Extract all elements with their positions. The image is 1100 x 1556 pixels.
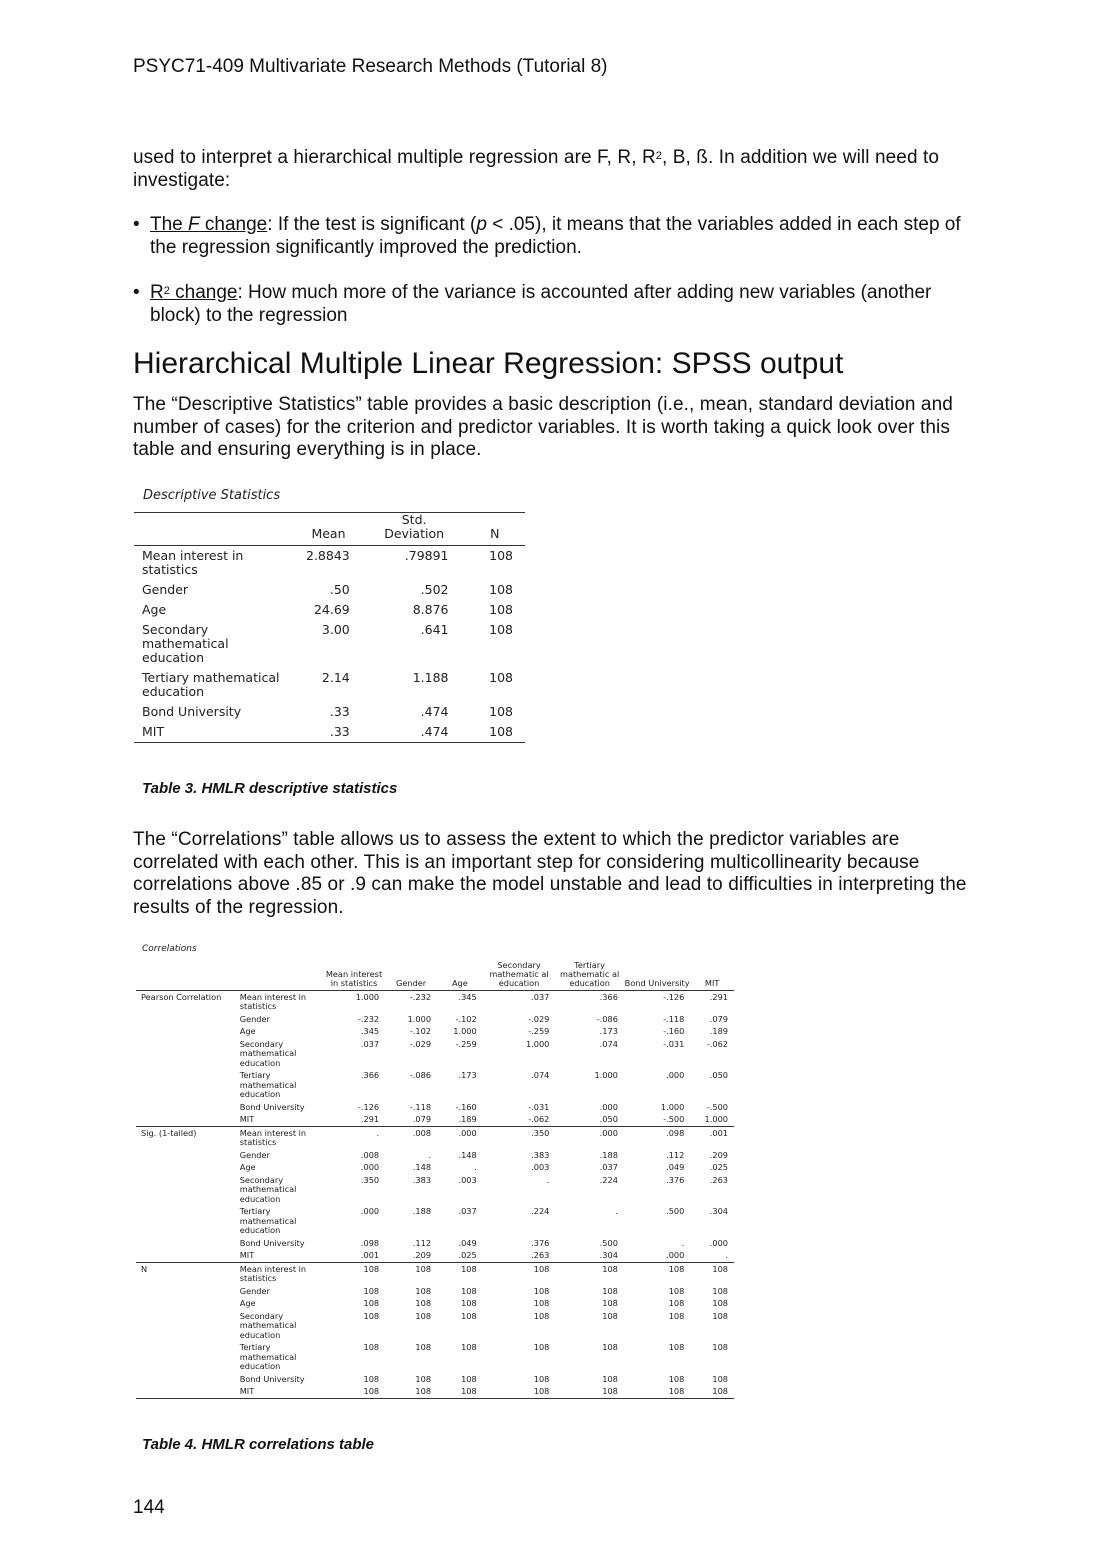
page-number: 144	[133, 1497, 165, 1518]
variable-label: MIT	[142, 724, 165, 739]
corr-value: 108	[363, 1342, 380, 1352]
corr-value: .079	[412, 1114, 432, 1124]
corr-value: .189	[709, 1026, 728, 1036]
header-cell: Gender	[396, 978, 427, 988]
variable-label: Age	[142, 602, 167, 617]
corr-value: .383	[412, 1174, 432, 1185]
corr-value: .000	[360, 1162, 380, 1172]
corr-value: .148	[458, 1149, 477, 1160]
variable-label: MIT	[239, 1114, 255, 1124]
corr-value: .291	[360, 1114, 380, 1124]
descriptive-statistics-table	[134, 512, 525, 743]
variable-label: Tertiary mathematical education	[142, 670, 280, 699]
group-label	[136, 1285, 238, 1298]
stat-value: 108	[489, 548, 513, 563]
header-cell: Secondary mathematic al education	[489, 960, 549, 988]
corr-value: .291	[690, 991, 734, 1014]
corr-value: .	[725, 1250, 728, 1260]
corr-value: 108	[323, 1386, 385, 1399]
corr-value: .350	[360, 1174, 380, 1185]
header-cell	[134, 513, 293, 546]
variable-label: Gender	[142, 582, 189, 597]
corr-value: .304	[599, 1250, 618, 1260]
corr-value: 108	[602, 1310, 618, 1321]
corr-value: 1.000	[704, 1114, 728, 1124]
corr-value: .098	[624, 1127, 690, 1150]
corr-value: -.102	[455, 1013, 477, 1024]
corr-value: -.232	[385, 991, 437, 1014]
section-heading: Hierarchical Multiple Linear Regression: SPSS output	[133, 347, 844, 380]
variable-label: Age	[239, 1162, 256, 1172]
corr-value: 108	[602, 1342, 618, 1352]
correlations-table-title: Correlations	[142, 944, 197, 954]
corr-value: 108	[624, 1386, 690, 1399]
corr-value: -.500	[663, 1114, 685, 1124]
corr-value: 108	[668, 1285, 685, 1296]
variable-label: MIT	[239, 1250, 255, 1260]
variable-label: Mean interest in statistics	[238, 1263, 323, 1286]
corr-value: 108	[461, 1342, 477, 1352]
corr-value: .	[546, 1174, 550, 1185]
stat-value: 3.00	[321, 622, 350, 637]
stat-value: 108	[489, 704, 513, 719]
corr-value: 108	[712, 1310, 728, 1321]
corr-value: 108	[602, 1285, 618, 1296]
corr-value: 108	[415, 1310, 432, 1321]
header-cell: Bond University	[624, 978, 690, 988]
corr-value: .079	[709, 1013, 728, 1024]
corr-value: 108	[415, 1285, 432, 1296]
descriptive-paragraph: The “Descriptive Statistics” table provides a basic description (i.e., mean, standard deviation and number of cases) for the criterion and predictor variables. It is worth taking a quick look over this table and ensuring everything is in place.	[133, 394, 953, 460]
corr-value: .209	[412, 1250, 432, 1260]
corr-value: 108	[415, 1373, 432, 1384]
stat-value: .79891	[404, 548, 449, 563]
corr-value: -.126	[624, 991, 690, 1014]
variable-label: Mean interest in statistics	[238, 991, 323, 1014]
corr-value: .350	[483, 1127, 556, 1150]
descriptive-row	[134, 668, 525, 702]
corr-value: -.160	[455, 1101, 477, 1112]
table-3-caption: Table 3. HMLR descriptive statistics	[142, 780, 398, 797]
correlations-row	[136, 1298, 734, 1311]
stat-value: .502	[420, 582, 449, 597]
group-label	[136, 1237, 238, 1250]
corr-value: .050	[709, 1070, 728, 1080]
corr-value: -.029	[528, 1013, 550, 1024]
corr-value: .224	[531, 1206, 550, 1216]
group-label: Sig. (1-tailed)	[136, 1127, 238, 1150]
corr-value: 108	[363, 1285, 380, 1296]
variable-label: Mean interest in statistics	[142, 548, 244, 577]
descriptive-row	[134, 600, 525, 620]
variable-label: Gender	[239, 1149, 270, 1160]
header-cell: Std. Deviation	[384, 512, 445, 541]
corr-value: 108	[668, 1310, 685, 1321]
term-f-change: The F change	[150, 214, 268, 235]
corr-value: .189	[458, 1114, 477, 1124]
variable-label: Age	[239, 1298, 256, 1308]
correlations-row	[136, 1070, 734, 1102]
corr-value: 108	[461, 1373, 477, 1384]
correlations-row	[136, 1013, 734, 1026]
corr-value: 108	[690, 1386, 734, 1399]
corr-value: -.086	[596, 1013, 618, 1024]
corr-value: .000	[360, 1206, 380, 1216]
corr-value: 108	[668, 1298, 685, 1308]
variable-label: Secondary mathematical education	[239, 1038, 297, 1068]
corr-value: -.029	[409, 1038, 432, 1049]
corr-value: .037	[458, 1206, 477, 1216]
corr-value: .025	[709, 1162, 728, 1172]
variable-label: Tertiary mathematical education	[239, 1206, 297, 1235]
corr-value: 108	[533, 1342, 550, 1352]
stat-value: 2.8843	[306, 548, 350, 563]
corr-value: 1.000	[323, 991, 385, 1014]
corr-value: -.031	[528, 1101, 550, 1112]
correlations-row	[136, 1127, 734, 1150]
bullet-dot: •	[133, 282, 140, 303]
header-cell: Mean interest in statistics	[325, 969, 383, 988]
corr-value: .173	[458, 1070, 477, 1080]
corr-value: -.102	[409, 1026, 432, 1036]
correlations-row	[136, 1174, 734, 1206]
variable-label: Age	[239, 1026, 256, 1036]
corr-value: 108	[690, 1263, 734, 1286]
corr-value: 1.000	[525, 1038, 550, 1049]
correlations-row	[136, 1263, 734, 1286]
stat-value: 108	[489, 602, 513, 617]
corr-value: .049	[458, 1237, 477, 1248]
corr-value: 1.000	[660, 1101, 685, 1112]
group-label	[136, 1298, 238, 1311]
variable-label: Tertiary mathematical education	[239, 1342, 297, 1371]
corr-value: .263	[709, 1174, 728, 1185]
stat-value: .33	[329, 724, 350, 739]
corr-value: .188	[599, 1149, 618, 1160]
corr-value: .209	[709, 1149, 728, 1160]
corr-value: .025	[458, 1250, 477, 1260]
corr-value: 108	[533, 1373, 550, 1384]
corr-value: .263	[531, 1250, 550, 1260]
corr-value: .383	[531, 1149, 550, 1160]
corr-value: 108	[533, 1285, 550, 1296]
header-cell: Tertiary mathematic al education	[559, 960, 620, 988]
corr-value: 108	[363, 1298, 380, 1308]
corr-value: 108	[363, 1310, 380, 1321]
descriptive-row	[134, 546, 525, 581]
correlations-row	[136, 1237, 734, 1250]
corr-value: .001	[360, 1250, 380, 1260]
corr-value: 108	[602, 1298, 618, 1308]
corr-value: 108	[668, 1342, 685, 1352]
corr-value: .345	[360, 1026, 380, 1036]
header-cell: Age	[451, 978, 468, 988]
correlations-row	[136, 1285, 734, 1298]
group-label	[136, 1386, 238, 1399]
correlations-row	[136, 991, 734, 1014]
corr-value: -.031	[663, 1038, 685, 1049]
corr-value: .074	[599, 1038, 618, 1049]
stat-value: .474	[420, 724, 449, 739]
corr-value: .008	[360, 1149, 380, 1160]
corr-value: .148	[412, 1162, 432, 1172]
stat-value: .641	[420, 622, 449, 637]
term-r2-change: $R^2$ change	[150, 282, 238, 303]
corr-value: 108	[323, 1263, 385, 1286]
variable-label: Bond University	[239, 1101, 305, 1112]
header-cell: MIT	[704, 978, 720, 988]
corr-value: .000	[709, 1237, 728, 1248]
corr-value: .	[474, 1162, 477, 1172]
corr-value: .112	[412, 1237, 432, 1248]
correlations-row	[136, 1101, 734, 1114]
corr-value: .224	[599, 1174, 618, 1185]
variable-label: Secondary mathematical education	[239, 1310, 297, 1340]
corr-value: .500	[599, 1237, 618, 1248]
group-label	[136, 1101, 238, 1114]
corr-value: 108	[415, 1342, 432, 1352]
group-label	[136, 1026, 238, 1039]
corr-value: .003	[531, 1162, 550, 1172]
corr-value: 108	[483, 1263, 556, 1286]
bullet-r2-change: • $R^2$ change: How much more of the variance is accounted after adding new variables (another block) to the regression	[133, 282, 932, 326]
corr-value: -.118	[409, 1101, 432, 1112]
corr-value: .	[681, 1237, 685, 1248]
corr-value: -.126	[357, 1101, 380, 1112]
variable-label: Gender	[239, 1285, 270, 1296]
variable-label: Bond University	[142, 704, 242, 719]
stat-value: .33	[329, 704, 350, 719]
corr-value: 108	[602, 1373, 618, 1384]
corr-value: .003	[458, 1174, 477, 1185]
corr-value: 108	[555, 1386, 624, 1399]
corr-value: .112	[666, 1149, 685, 1160]
corr-value: 108	[461, 1298, 477, 1308]
corr-value: 108	[533, 1310, 550, 1321]
correlations-row	[136, 1026, 734, 1039]
stat-value: .474	[420, 704, 449, 719]
corr-value: .037	[599, 1162, 618, 1172]
corr-value: 108	[437, 1386, 483, 1399]
corr-value: 108	[712, 1373, 728, 1384]
corr-value: -.062	[528, 1114, 550, 1124]
corr-value: .000	[437, 1127, 483, 1150]
corr-value: .000	[666, 1250, 685, 1260]
corr-value: 108	[483, 1386, 556, 1399]
stat-value: 108	[489, 622, 513, 637]
corr-value: .	[323, 1127, 385, 1150]
stat-value: 8.876	[412, 602, 449, 617]
corr-value: 1.000	[594, 1070, 618, 1080]
descriptive-row	[134, 722, 525, 743]
corr-value: 108	[461, 1310, 477, 1321]
descriptive-row	[134, 580, 525, 600]
variable-label: Tertiary mathematical education	[239, 1070, 297, 1099]
correlations-row	[136, 1149, 734, 1162]
corr-value: .001	[690, 1127, 734, 1150]
corr-value: -.259	[528, 1026, 550, 1036]
descriptive-table-title: Descriptive Statistics	[143, 488, 281, 503]
corr-value: .000	[666, 1070, 685, 1080]
corr-value: 1.000	[453, 1026, 477, 1036]
corr-value: -.118	[663, 1013, 685, 1024]
corr-value: .304	[709, 1206, 728, 1216]
group-label	[136, 1206, 238, 1238]
correlations-row	[136, 1038, 734, 1070]
correlations-row	[136, 1206, 734, 1238]
corr-value: 108	[624, 1263, 690, 1286]
corr-value: .366	[555, 991, 624, 1014]
corr-value: 108	[668, 1373, 685, 1384]
corr-value: -.062	[706, 1038, 728, 1049]
header-cell	[238, 961, 323, 991]
corr-value: .366	[360, 1070, 380, 1080]
stat-value: 108	[489, 670, 513, 685]
group-label	[136, 1162, 238, 1175]
group-label	[136, 1038, 238, 1070]
corr-value: 108	[555, 1263, 624, 1286]
header-cell	[136, 961, 238, 991]
group-label	[136, 1070, 238, 1102]
group-label: N	[136, 1263, 238, 1286]
intro-paragraph: used to interpret a hierarchical multiple regression are F, R, $R^2$, B, ß. In addition we will need to investigate:	[133, 147, 940, 191]
correlations-row	[136, 1250, 734, 1263]
correlations-row	[136, 1310, 734, 1342]
variable-label: Mean interest in statistics	[238, 1127, 323, 1150]
group-label	[136, 1310, 238, 1342]
header-cell: N	[490, 526, 500, 541]
corr-value: -.259	[455, 1038, 477, 1049]
variable-label: Gender	[239, 1013, 270, 1024]
corr-value: 108	[437, 1263, 483, 1286]
corr-value: -.160	[663, 1026, 685, 1036]
corr-value: .345	[437, 991, 483, 1014]
corr-value: .037	[483, 991, 556, 1014]
corr-value: 108	[712, 1342, 728, 1352]
corr-value: .000	[599, 1101, 618, 1112]
correlations-row	[136, 1162, 734, 1175]
corr-value: .008	[385, 1127, 437, 1150]
corr-value: .376	[531, 1237, 550, 1248]
correlations-header-row	[136, 961, 734, 991]
corr-value: 108	[461, 1285, 477, 1296]
corr-value: 108	[415, 1298, 432, 1308]
stat-value: 2.14	[321, 670, 350, 685]
running-header: PSYC71-409 Multivariate Research Methods (Tutorial 8)	[133, 56, 608, 77]
correlations-row	[136, 1114, 734, 1127]
stat-value: 24.69	[313, 602, 350, 617]
corr-value: 108	[363, 1373, 380, 1384]
correlations-row	[136, 1386, 734, 1399]
corr-value: .050	[599, 1114, 618, 1124]
group-label	[136, 1114, 238, 1127]
table-4-caption: Table 4. HMLR correlations table	[142, 1436, 374, 1453]
corr-value: .500	[666, 1206, 685, 1216]
stat-value: 108	[489, 724, 513, 739]
corr-value: 1.000	[407, 1013, 432, 1024]
header-cell: Mean	[311, 526, 346, 541]
corr-value: -.500	[706, 1101, 728, 1112]
descriptive-row	[134, 702, 525, 722]
stat-value: .50	[329, 582, 350, 597]
group-label	[136, 1373, 238, 1386]
stat-value: 1.188	[412, 670, 449, 685]
corr-value: 108	[533, 1298, 550, 1308]
group-label	[136, 1013, 238, 1026]
corr-value: .	[428, 1149, 432, 1160]
corr-value: .188	[412, 1206, 432, 1216]
bullet-f-change: • The F change: If the test is significant (p < .05), it means that the variables added in each step of the regression significantly improved the prediction.	[133, 214, 961, 258]
corr-value: -.232	[357, 1013, 380, 1024]
stat-value: 108	[489, 582, 513, 597]
variable-label: MIT	[238, 1386, 323, 1399]
corr-value: .037	[360, 1038, 380, 1049]
group-label	[136, 1250, 238, 1263]
corr-value: 108	[385, 1263, 437, 1286]
corr-value: .074	[531, 1070, 550, 1080]
correlations-paragraph: The “Correlations” table allows us to assess the extent to which the predictor variables are correlated with each other. This is an important step for considering multicollinearity because correlations above .85 or .9 can make the model unstable and lead to difficulties in interpreting the results of the regression.	[133, 829, 967, 918]
correlations-table	[136, 961, 734, 1399]
correlations-row	[136, 1373, 734, 1386]
corr-value: .173	[599, 1026, 618, 1036]
variable-label: Bond University	[239, 1237, 305, 1248]
descriptive-row	[134, 620, 525, 668]
corr-value: .	[615, 1206, 618, 1216]
bullet-dot: •	[133, 214, 140, 235]
corr-value: .098	[360, 1237, 380, 1248]
corr-value: -.086	[409, 1070, 432, 1080]
variable-label: Secondary mathematical education	[142, 622, 229, 665]
corr-value: 108	[712, 1285, 728, 1296]
variable-label: Bond University	[239, 1373, 305, 1384]
variable-label: Secondary mathematical education	[239, 1174, 297, 1204]
corr-value: .049	[666, 1162, 685, 1172]
group-label	[136, 1149, 238, 1162]
corr-value: 108	[385, 1386, 437, 1399]
correlations-row	[136, 1342, 734, 1374]
descriptive-header-row	[134, 513, 525, 546]
corr-value: .376	[666, 1174, 685, 1185]
corr-value: 108	[712, 1298, 728, 1308]
group-label	[136, 1174, 238, 1206]
corr-value: .000	[555, 1127, 624, 1150]
group-label	[136, 1342, 238, 1374]
group-label: Pearson Correlation	[136, 991, 238, 1014]
